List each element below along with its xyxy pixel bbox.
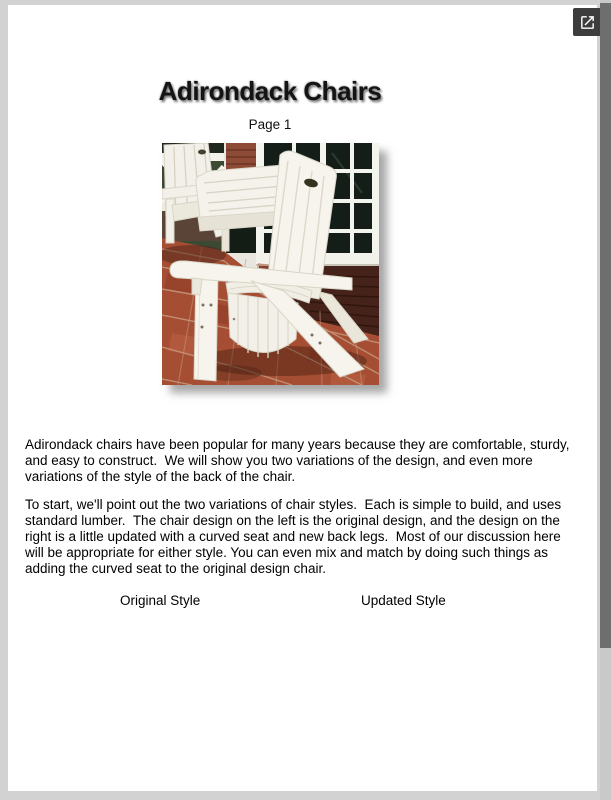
caption-row — [8, 593, 597, 609]
document-header — [8, 76, 532, 390]
open-in-new-button[interactable] — [573, 8, 601, 36]
chair-photo — [162, 143, 379, 385]
paragraph-styles: To start, we'll point out the two variations of chair styles. Each is simple to build, and uses standard lumber. The chair design on the left is the original design, and the design on the right is a little updated with a curved seat and new back legs. Most of our discussion here will be appropriate for either style. You can even mix and match by doing such things as adding the curved seat to the original design chair. — [25, 497, 565, 576]
open-in-new-icon — [579, 14, 596, 31]
page-title: Adirondack Chairs — [158, 76, 382, 106]
scrollbar[interactable] — [600, 0, 611, 800]
scrollbar-thumb[interactable] — [600, 3, 611, 648]
page-number-label: Page 1 — [248, 117, 292, 132]
caption-original-style: Original Style — [120, 593, 201, 608]
document-page — [8, 5, 597, 791]
chair-photo-illustration — [162, 143, 379, 385]
caption-updated-style: Updated Style — [361, 593, 446, 608]
paragraph-intro: Adirondack chairs have been popular for many years because they are comfortable, sturdy, and easy to construct. We will show you two variations of the design, and even more variations of the style of the back of the chair. — [25, 437, 574, 484]
